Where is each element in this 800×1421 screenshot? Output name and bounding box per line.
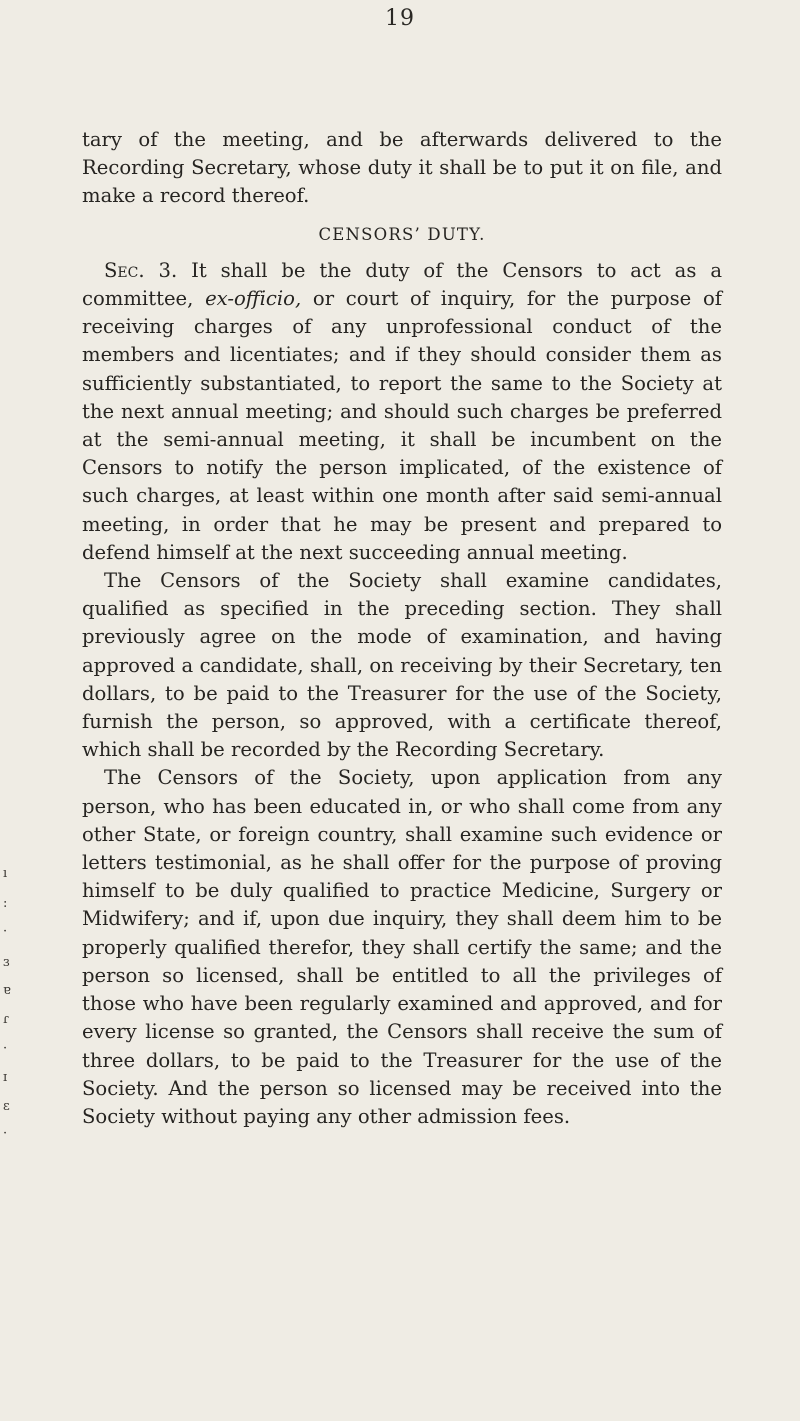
section-text-before: It shall be the duty of the Censors to act as a committee, <box>82 258 723 311</box>
section-3-paragraph <box>82 257 722 567</box>
section-text-after: or court of inquiry, for the purpose of receiving charges of any unprofessional conduct of the members and licentiates; and if they should consider them as sufficiently substantiated, to report the same to the Society at the next annual meeting; and should such charges be preferred at the semi-annual meeting, it shall be incumbent on the Censors to notify the person implicated, of the existence of such charges, at least within one month after said semi-annual meeting, in order that he may be present and prepared to defend himself at the next succeeding annual meeting. <box>82 287 722 564</box>
document-body <box>82 126 722 1131</box>
foreign-license-paragraph: The Censors of the Society, upon application from any person, who has been educated in, or who shall come from any other State, or foreign country, shall examine such evidence or letters testimonial, as he shall offer for the purpose of proving himself to be duly qualified to practice Medicine, Surgery or Midwifery; and if, upon due inquiry, they shall deem him to be properly qualified therefor, they shall certify the same; and the person so licensed, shall be entitled to all the privileges of those who have been regularly examined and approved, and for every license so granted, the Censors shall receive the sum of three dollars, to be paid to the Treasurer for the use of the Society. And the person so licensed may be received into the Society without paying any other admission fees. <box>82 766 722 1128</box>
examination-paragraph: The Censors of the Society shall examine candidates, qualified as specified in the preceding section. They shall previously agree on the mode of examination, and having approved a candidate, shall, on receiving by their Secretary, ten dollars, to be paid to the Treasurer for the use of the Society, furnish the person, so approved, with a certificate thereof, which shall be recorded by the Recording Secretary. <box>82 569 722 762</box>
page-number: 19 <box>385 6 415 31</box>
section-label: Sec. 3. <box>104 258 178 282</box>
continuation-paragraph: tary of the meeting, and be afterwards delivered to the Recording Secretary, whose duty it shall be to put it on file, and make a record thereof. <box>82 128 722 208</box>
section-heading: CENSORS’ DUTY. <box>318 224 486 244</box>
gutter-bleed-marks: ı : · ɜ ɐ ɾ · ɪ ɛ · <box>3 866 11 1141</box>
section-italic-term: ex-officio, <box>205 287 302 311</box>
